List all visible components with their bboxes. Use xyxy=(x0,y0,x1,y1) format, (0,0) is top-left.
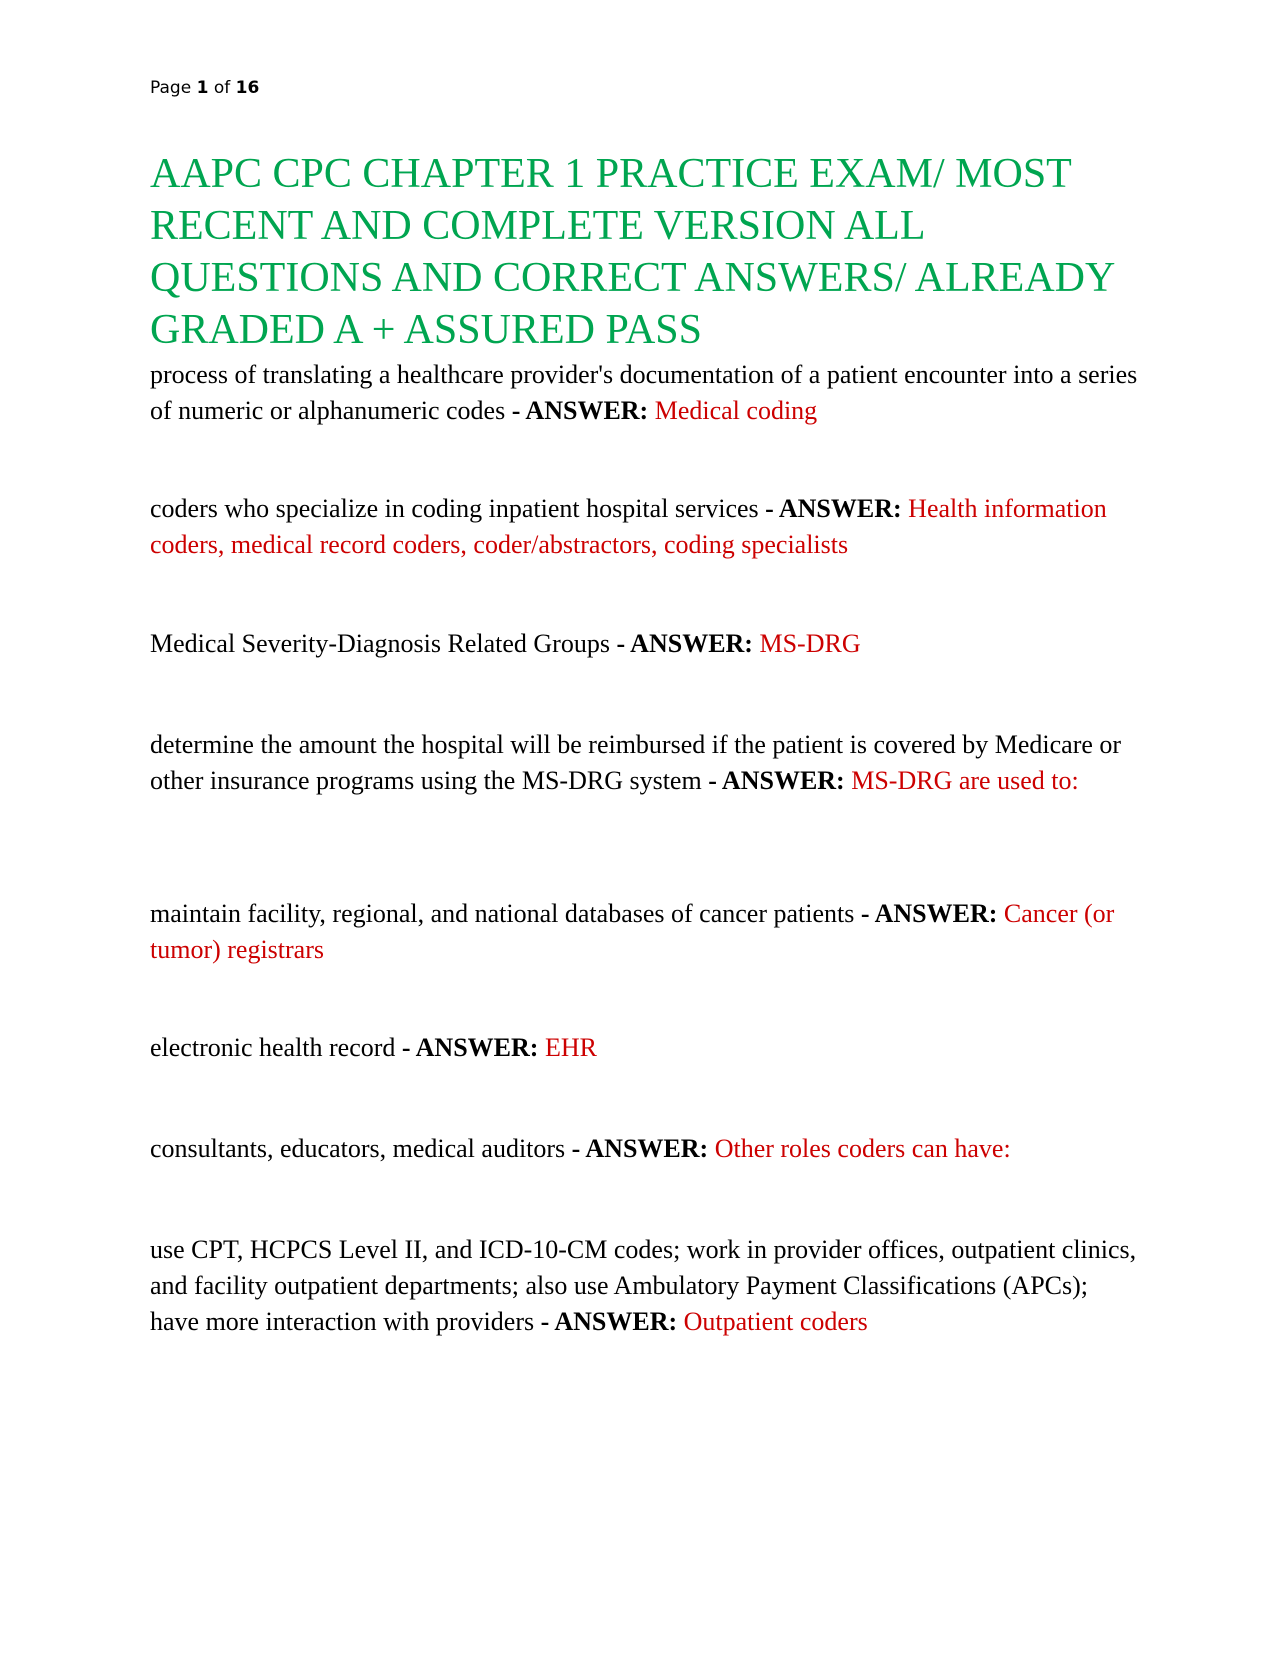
qa-item-inpatient-coders xyxy=(150,491,1140,563)
answer-text: Other roles coders can have: xyxy=(714,1134,1011,1163)
answer-separator: - ANSWER: xyxy=(860,899,998,928)
qa-item-ms-drg xyxy=(150,626,1140,662)
answer-text: Outpatient coders xyxy=(683,1307,868,1336)
answer-separator: - ANSWER: xyxy=(765,494,902,523)
total-pages-number: 16 xyxy=(235,78,260,98)
answer-separator: - ANSWER: xyxy=(540,1307,678,1336)
document-title: AAPC CPC CHAPTER 1 PRACTICE EXAM/ MOST RECENT AND COMPLETE VERSION ALL QUESTIONS AND CORRECT ANSWERS/ ALREADY GRADED A + ASSURED PASS xyxy=(150,151,1114,353)
answer-separator: - ANSWER: xyxy=(571,1134,709,1163)
question-text: coders who specialize in coding inpatient hospital services xyxy=(150,494,759,523)
answer-text: Cancer (or tumor) registrars xyxy=(150,899,1115,964)
answer-text: MS-DRG xyxy=(759,629,861,658)
question-text: Medical Severity-Diagnosis Related Groups xyxy=(150,629,610,658)
question-text: process of translating a healthcare provider's documentation of a patient encounter into a series of numeric or alphanumeric codes xyxy=(150,360,1138,425)
page-label: Page xyxy=(150,78,192,98)
answer-separator: - ANSWER: xyxy=(511,396,649,425)
answer-separator: - ANSWER: xyxy=(401,1033,539,1062)
answer-text: MS-DRG are used to: xyxy=(851,766,1079,795)
page-number-header xyxy=(150,78,259,98)
qa-item-ms-drg-usage xyxy=(150,727,1140,799)
qa-item-other-roles xyxy=(150,1131,1140,1167)
qa-item-ehr xyxy=(150,1030,1140,1066)
answer-text: Medical coding xyxy=(654,396,818,425)
answer-separator: - ANSWER: xyxy=(616,629,753,658)
question-text: determine the amount the hospital will be reimbursed if the patient is covered by Medicare or other insurance programs using the MS-DRG system xyxy=(150,730,1122,795)
page-of-label: of xyxy=(213,78,231,98)
answer-separator: - ANSWER: xyxy=(708,766,845,795)
answer-text: Health information coders, medical record coders, coder/abstractors, coding specialists xyxy=(150,494,1107,559)
question-text: use CPT, HCPCS Level II, and ICD-10-CM codes; work in provider offices, outpatient clinics, and facility outpatient departments; also use Ambulatory Payment Classifications (APCs); have more interaction with providers xyxy=(150,1235,1137,1336)
qa-item-outpatient-coders xyxy=(150,1232,1140,1340)
question-text: electronic health record xyxy=(150,1033,396,1062)
qa-item-medical-coding xyxy=(150,357,1140,429)
question-text: maintain facility, regional, and national databases of cancer patients xyxy=(150,899,855,928)
answer-text: EHR xyxy=(544,1033,597,1062)
current-page-number: 1 xyxy=(196,78,209,98)
qa-item-cancer-registrars xyxy=(150,896,1140,968)
question-text: consultants, educators, medical auditors xyxy=(150,1134,566,1163)
